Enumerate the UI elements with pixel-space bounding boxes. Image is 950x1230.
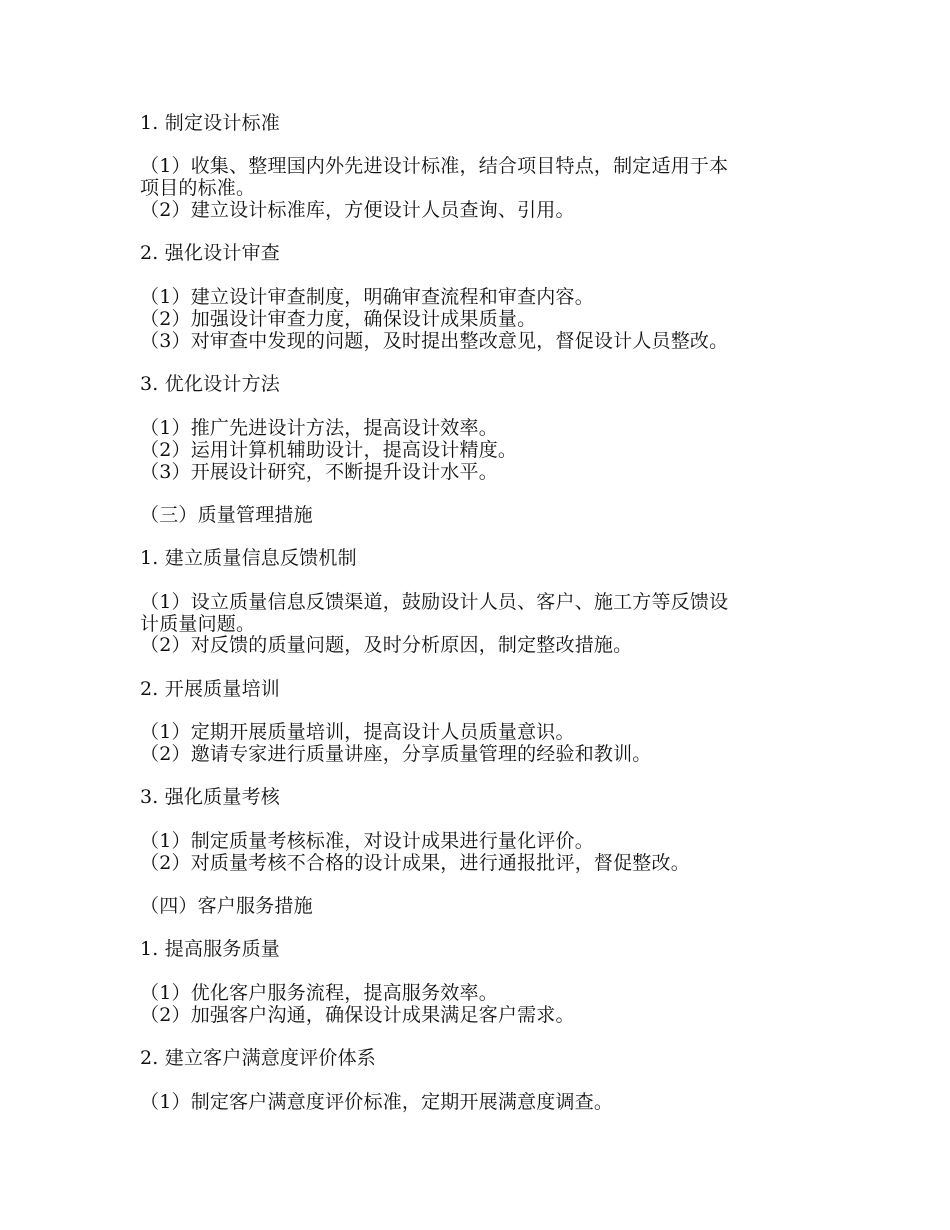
- chapter-heading: （四）客户服务措施: [140, 895, 313, 917]
- paragraph-line: （2）对质量考核不合格的设计成果，进行通报批评，督促整改。: [140, 852, 690, 874]
- paragraph-line: （1）设立质量信息反馈渠道，鼓励设计人员、客户、施工方等反馈设: [140, 591, 729, 613]
- paragraph-line: （1）收集、整理国内外先进设计标准，结合项目特点，制定适用于本: [140, 155, 729, 177]
- section-heading: 1. 建立质量信息反馈机制: [140, 547, 357, 569]
- section-heading: 2. 强化设计审查: [140, 242, 280, 264]
- paragraph-line: 计质量问题。: [140, 613, 256, 635]
- section-heading: 3. 强化质量考核: [140, 786, 280, 808]
- section-heading: 3. 优化设计方法: [140, 373, 280, 395]
- paragraph-line: （3）开展设计研究，不断提升设计水平。: [140, 461, 498, 483]
- paragraph-line: （1）推广先进设计方法，提高设计效率。: [140, 417, 498, 439]
- paragraph-line: （3）对审查中发现的问题，及时提出整改意见，督促设计人员整改。: [140, 330, 729, 352]
- chapter-heading: （三）质量管理措施: [140, 504, 313, 526]
- paragraph-line: （2）对反馈的质量问题，及时分析原因，制定整改措施。: [140, 634, 633, 656]
- paragraph-line: （2）运用计算机辅助设计，提高设计精度。: [140, 439, 518, 461]
- paragraph-line: （2）加强设计审查力度，确保设计成果质量。: [140, 308, 537, 330]
- paragraph-line: （1）定期开展质量培训，提高设计人员质量意识。: [140, 721, 575, 743]
- section-heading: 1. 提高服务质量: [140, 938, 280, 960]
- section-heading: 2. 建立客户满意度评价体系: [140, 1047, 376, 1069]
- section-heading: 2. 开展质量培训: [140, 678, 280, 700]
- section-heading: 1. 制定设计标准: [140, 112, 280, 134]
- paragraph-line: （2）邀请专家进行质量讲座，分享质量管理的经验和教训。: [140, 743, 652, 765]
- paragraph-line: （1）制定质量考核标准，对设计成果进行量化评价。: [140, 830, 594, 852]
- paragraph-line: （1）优化客户服务流程，提高服务效率。: [140, 982, 498, 1004]
- paragraph-line: （1）建立设计审查制度，明确审查流程和审查内容。: [140, 286, 594, 308]
- paragraph-line: （2）建立设计标准库，方便设计人员查询、引用。: [140, 199, 575, 221]
- paragraph-line: 项目的标准。: [140, 177, 256, 199]
- paragraph-line: （1）制定客户满意度评价标准，定期开展满意度调查。: [140, 1091, 614, 1113]
- paragraph-line: （2）加强客户沟通，确保设计成果满足客户需求。: [140, 1004, 575, 1026]
